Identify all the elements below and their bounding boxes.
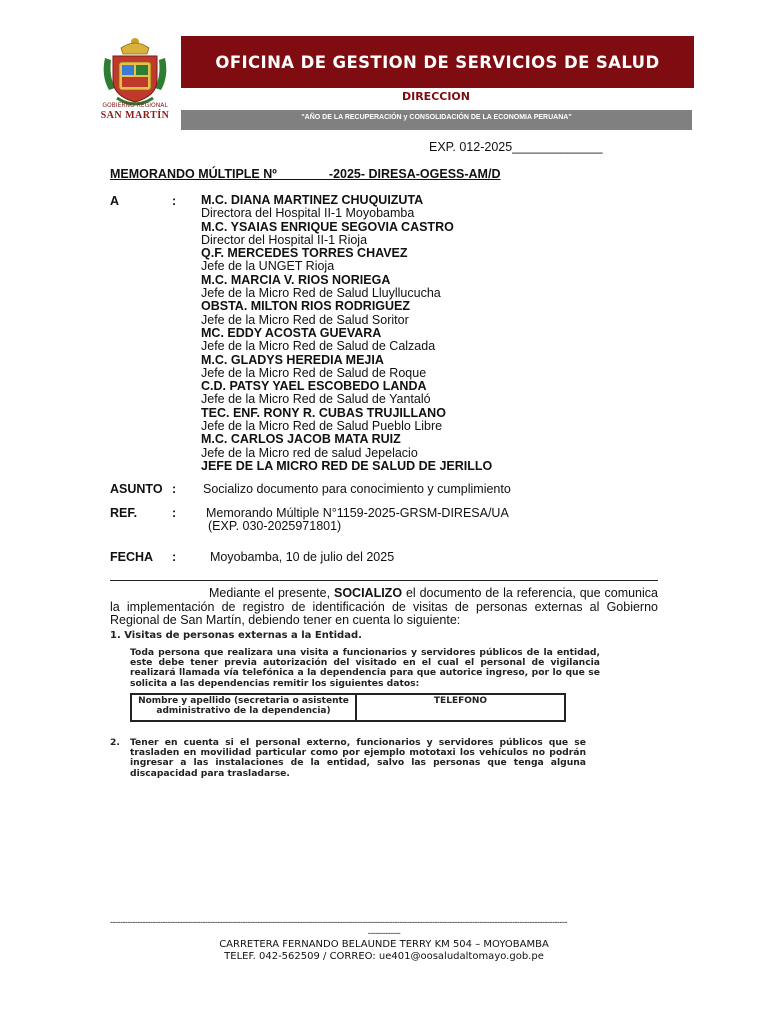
recipient-role: Jefe de la Micro Red de Salud Lluyllucucha <box>201 286 441 301</box>
footer-contact: TELEF. 042-562509 / CORREO: ue401@oosaludaltomayo.gob.pe <box>224 951 544 962</box>
fecha-label: FECHA <box>110 550 154 564</box>
asunto-value: Socializo documento para conocimiento y cumplimiento <box>203 482 511 496</box>
ref-value-line2: (EXP. 030-2025971801) <box>208 519 342 533</box>
recipient-name: MC. EDDY ACOSTA GUEVARA <box>201 325 382 340</box>
recipient-role: Jefe de la UNGET Rioja <box>201 259 335 274</box>
recipient-role: Jefe de la Micro red de salud Jepelacio <box>201 445 418 460</box>
memo-title: MEMORANDO MÚLTIPLE Nº -2025- DIRESA-OGESS-AM/D <box>110 167 501 181</box>
asunto-label: ASUNTO <box>110 482 163 496</box>
logo-caption-san-martin: SAN MARTÍN <box>100 110 170 121</box>
to-label: A <box>110 194 120 208</box>
recipient-name: JEFE DE LA MICRO RED DE SALUD DE JERILLO <box>201 458 493 473</box>
excerpt-table-col-name: Nombre y apellido (secretaria o asistente administrativo de la dependencia) <box>132 695 357 720</box>
recipient-name: OBSTA. MILTON RIOS RODRIGUEZ <box>201 299 411 314</box>
excerpt-heading: 1. Visitas de personas externas a la Entidad. <box>110 630 362 641</box>
body-text-start: Mediante el presente, <box>209 586 334 600</box>
separator-rule <box>110 580 658 581</box>
footer-dashed-line: --------------------------------------------------------------------------------------------------------------------------------------------------------------------------------------- <box>110 917 567 927</box>
body-paragraph <box>110 587 658 628</box>
footer-address: CARRETERA FERNANDO BELAUNDE TERRY KM 504 – MOYOBAMBA <box>219 939 549 950</box>
excerpt-item-2-number: 2. <box>110 737 120 748</box>
recipient-role: Jefe de la Micro Red de Salud Soritor <box>201 312 409 327</box>
recipient-role: Jefe de la Micro Red de Salud de Calzada <box>201 339 436 354</box>
recipient-name: TEC. ENF. RONY R. CUBAS TRUJILLANO <box>201 405 446 420</box>
excerpt-table-col-phone: TELEFONO <box>433 696 488 706</box>
recipient-role: Directora del Hospital II-1 Moyobamba <box>201 206 415 221</box>
recipient-role: Director del Hospital II-1 Rioja <box>201 232 368 247</box>
recipient-role: Jefe de la Micro Red de Salud de Roque <box>201 365 427 380</box>
footer-dashed-line-short: ------------- <box>367 928 401 938</box>
excerpt-table <box>130 693 566 722</box>
recipient-name: M.C. MARCIA V. RIOS NORIEGA <box>201 272 391 287</box>
expedient-number: EXP. 012-2025_____________ <box>429 140 603 154</box>
direccion-subtitle: DIRECCION <box>401 90 470 103</box>
recipient-name: M.C. YSAIAS ENRIQUE SEGOVIA CASTRO <box>201 219 454 234</box>
fecha-value: Moyobamba, 10 de julio del 2025 <box>210 550 395 564</box>
recipient-role: Jefe de la Micro Red de Salud Pueblo Libre <box>201 419 443 434</box>
year-motto-bar: "AÑO DE LA RECUPERACIÓN y CONSOLIDACIÓN DE LA ECONOMIA PERUANA" <box>181 110 692 130</box>
ref-value-line1: Memorando Múltiple N°1159-2025-GRSM-DIRESA/UA <box>206 506 509 520</box>
asunto-colon: : <box>172 482 177 496</box>
body-text-end: el documento de la referencia, que comunica la implementación de registro de identificación de visitas de personas externas al Gobierno Regional de San Martín, debiendo tener en cuenta lo siguiente: <box>110 586 658 627</box>
to-colon: : <box>172 194 177 208</box>
recipient-name: Q.F. MERCEDES TORRES CHAVEZ <box>201 246 408 261</box>
recipient-name: M.C. GLADYS HEREDIA MEJIA <box>201 352 384 367</box>
excerpt-paragraph-1: Toda persona que realizara una visita a funcionarios y servidores públicos de la entidad, este debe tener previa autorización del visitado en el cual el personal de vigilancia realizará llamada vía telefónica a la dependencia para que autorice ingreso, por lo que se solicita a las dependencias remitir los siguientes datos: <box>130 647 600 689</box>
excerpt-item-2-text: Tener en cuenta si el personal externo, funcionarios y servidores públicos que se trasladen en movilidad particular como por ejemplo mototaxi los vehículos no podrán ingresar a las instalaciones de la entidad, salvo las personas que tenga alguna discapacidad para trasladarse. <box>130 737 586 779</box>
recipients-list <box>201 194 492 473</box>
ref-colon: : <box>172 506 177 520</box>
body-text-bold: SOCIALIZO <box>333 586 403 600</box>
recipient-name: M.C. CARLOS JACOB MATA RUIZ <box>201 432 401 447</box>
recipient-name: C.D. PATSY YAEL ESCOBEDO LANDA <box>201 379 427 394</box>
fecha-colon: : <box>172 550 177 564</box>
recipient-name: M.C. DIANA MARTINEZ CHUQUIZUTA <box>201 193 424 207</box>
office-banner-title: OFICINA DE GESTION DE SERVICIOS DE SALUD <box>181 36 694 88</box>
ref-label: REF. <box>110 506 138 520</box>
logo-caption-gobierno-regional: GOBIERNO REGIONAL <box>102 102 168 109</box>
recipient-role: Jefe de la Micro Red de Salud de Yantaló <box>201 392 431 407</box>
